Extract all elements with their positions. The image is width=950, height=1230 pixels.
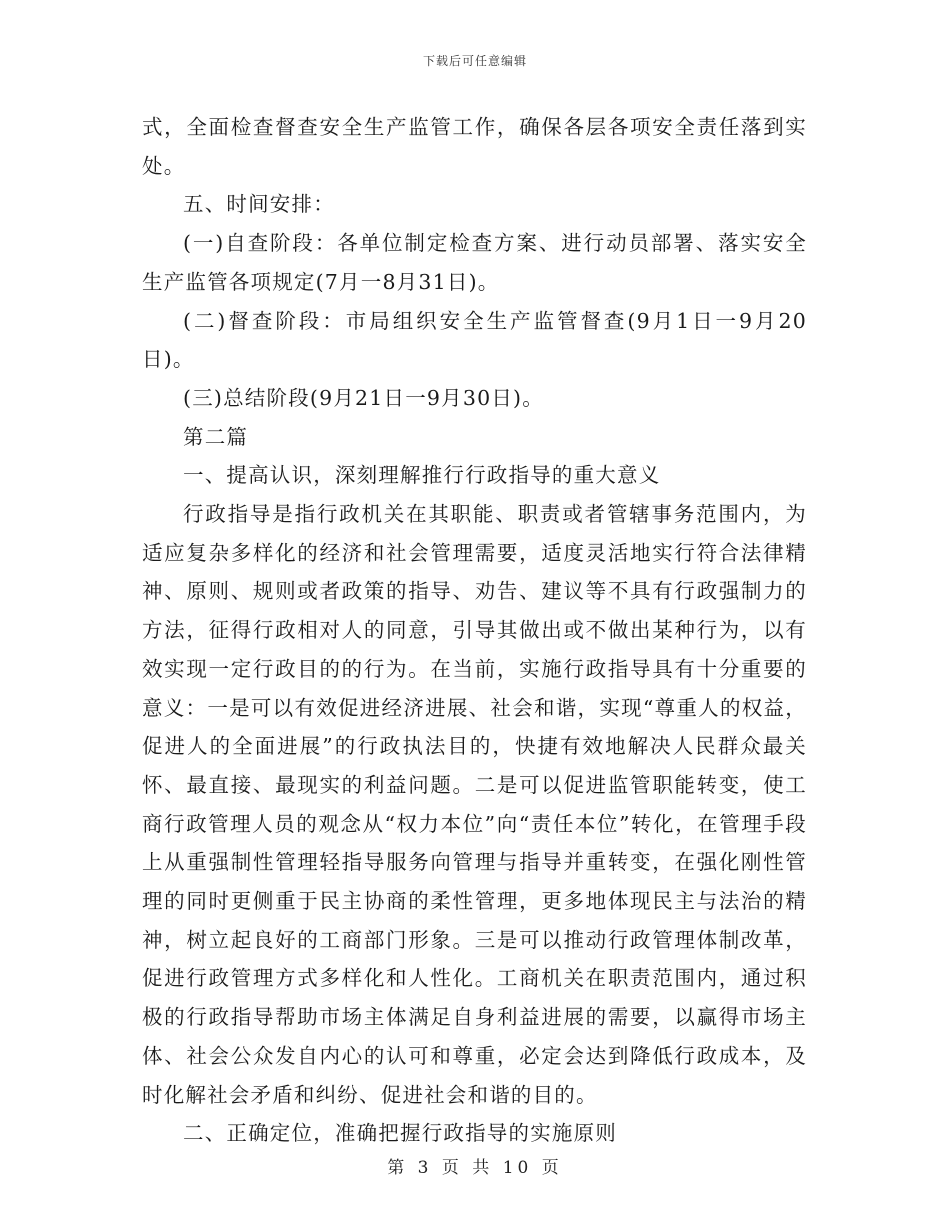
page-header: 下载后可任意编辑 xyxy=(422,54,527,68)
page-number: 第 3 页 共 10 页 xyxy=(387,1158,563,1178)
paragraph-administrative-guidance: 行政指导是指行政机关在其职能、职责或者管辖事务范围内，为适应复杂多样化的经济和社会管理需要，适度灵活地实行符合法律精神、原则、规则或者政策的指导、劝告、建议等不具有行政强制力的方法，征得行政相对人的同意，引导其做出或不做出某种行为，以有效实现一定行政目的的行为。在当前，实施行政指导具有十分重要的意义：一是可以有效促进经济进展、社会和谐，实现“尊重人的权益，促进人的全面进展”的行政执法目的，快捷有效地解决人民群众最关怀、最直接、最现实的利益问题。二是可以促进监管职能转变，使工商行政管理人员的观念从“权力本位”向“责任本位”转化，在管理手段上从重强制性管理轻指导服务向管理与指导并重转变，在强化刚性管理的同时更侧重于民主协商的柔性管理，更多地体现民主与法治的精神，树立起良好的工商部门形象。三是可以推动行政管理体制改革，促进行政管理方式多样化和人性化。工商机关在职责范围内，通过积极的行政指导帮助市场主体满足自身利益进展的需要，以赢得市场主体、社会公众发自内心的认可和尊重，必定会达到降低行政成本，及时化解社会矛盾和纠纷、促进社会和谐的目的。 xyxy=(142,502,807,1107)
chapter-heading: 第二篇 xyxy=(183,424,249,449)
document-body xyxy=(142,108,807,1153)
paragraph-continuation: 式，全面检查督查安全生产监管工作，确保各层各项安全责任落到实处。 xyxy=(142,115,807,178)
paragraph-summary-stage: (三)总结阶段(9月21日一9月30日)。 xyxy=(183,385,544,410)
section-heading-positioning: 二、正确定位，准确把握行政指导的实施原则 xyxy=(183,1121,617,1146)
section-heading-awareness: 一、提高认识，深刻理解推行行政指导的重大意义 xyxy=(183,463,661,488)
paragraph-self-inspection: (一)自查阶段：各单位制定检查方案、进行动员部署、落实安全生产监管各项规定(7月一8月31日)。 xyxy=(142,231,807,294)
section-heading-schedule: 五、时间安排： xyxy=(183,192,335,217)
paragraph-supervision: (二)督查阶段：市局组织安全生产监管督查(9月1日一9月20日)。 xyxy=(142,308,807,372)
